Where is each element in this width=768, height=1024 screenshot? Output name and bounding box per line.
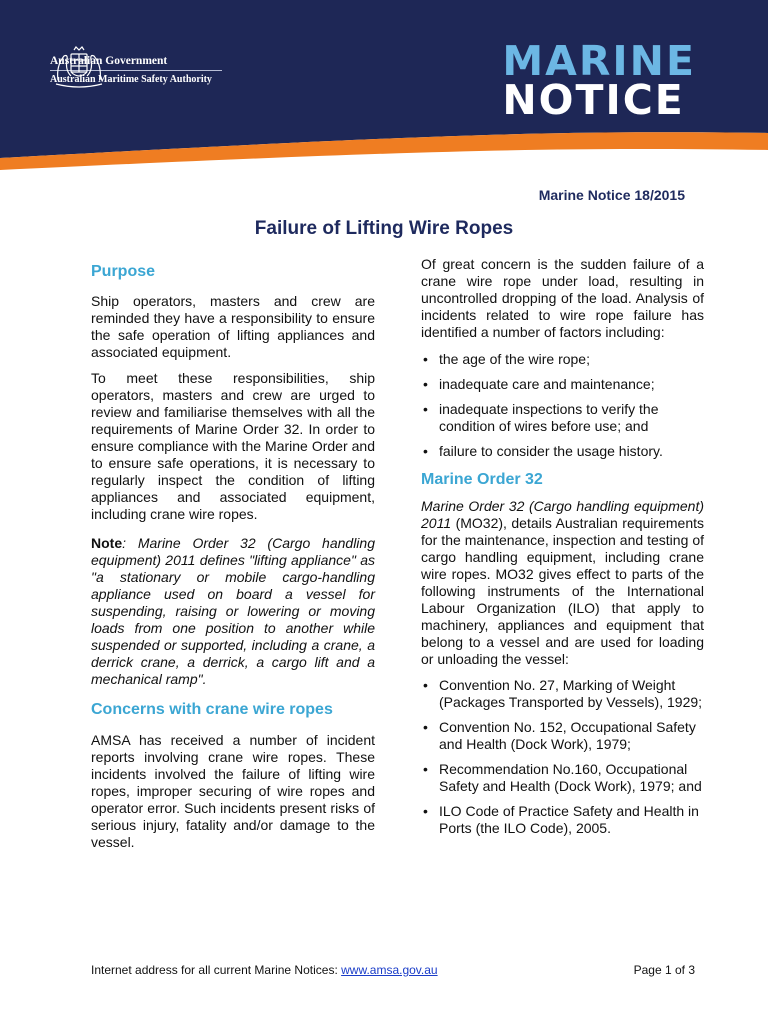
page-number: Page 1 of 3 <box>633 963 695 977</box>
failure-intro-paragraph: Of great concern is the sudden failure of a crane wire rope under load, resulting in uncontrolled dropping of the load. Analysis of incidents related to wire rope failure has identified a number of factors including: <box>421 256 704 340</box>
left-column <box>91 262 375 851</box>
marine-order-32-paragraph <box>421 498 704 668</box>
note-paragraph <box>91 535 375 688</box>
concerns-paragraph: AMSA has received a number of incident reports involving crane wire ropes. These incidents involved the failure of lifting wire ropes, improper securing of wire ropes and operator error. Such incidents present risks of serious injury, fatality and/or damage to the vessel. <box>91 732 375 850</box>
list-item: • Recommendation No.160, Occupational Safety and Health (Dock Work), 1979; and <box>421 761 704 795</box>
notice-number: Marine Notice 18/2015 <box>538 187 685 203</box>
agency-name: Australian Maritime Safety Authority <box>50 74 212 85</box>
amsa-website-link[interactable]: www.amsa.gov.au <box>341 963 438 977</box>
purpose-paragraph-2: To meet these responsibilities, ship operators, masters and crew are urged to review and familiarise themselves with all the requirements of Marine Order 32. In order to ensure compliance with the Marine Order and to ensure safe operations, it is necessary to regularly inspect the condition of lifting appliances and associated equipment, including crane wire ropes. <box>91 370 375 522</box>
note-text: : Marine Order 32 (Cargo handling equipment) 2011 defines "lifting appliance" as "a stationary or mobile cargo-handling appliance used on board a vessel for suspending, raising or lowering or moving loads from one position to another while suspended or supported, including a crane, a derrick crane, a derrick, a cargo lift and a mechanical ramp". <box>91 535 375 687</box>
instruments-list <box>421 677 704 837</box>
purpose-paragraph-1: Ship operators, masters and crew are reminded they have a responsibility to ensure the safe operation of lifting appliances and associated equipment. <box>91 293 375 360</box>
marine-order-32-heading: Marine Order 32 <box>421 471 543 488</box>
page-title: Failure of Lifting Wire Ropes <box>254 218 514 239</box>
list-item: • inadequate inspections to verify the condition of wires before use; and <box>421 401 704 435</box>
government-name: Australian Government <box>50 55 168 67</box>
marine-order-32-citation: Marine Order 32 (Cargo handling equipment) 2011 <box>421 498 704 531</box>
header-banner <box>0 0 768 170</box>
footer-text: Internet address for all current Marine Notices: <box>91 963 342 977</box>
right-column <box>421 256 704 837</box>
purpose-heading: Purpose <box>91 263 156 280</box>
government-logo <box>50 44 222 86</box>
list-item: • the age of the wire rope; <box>421 351 704 368</box>
coat-of-arms-icon <box>50 44 108 90</box>
list-item: • ILO Code of Practice Safety and Health in Ports (the ILO Code), 2005. <box>421 803 704 837</box>
list-item: • Convention No. 27, Marking of Weight (Packages Transported by Vessels), 1929; <box>421 677 704 711</box>
page-footer <box>91 963 695 977</box>
list-item: • failure to consider the usage history. <box>421 443 704 460</box>
list-item: • Convention No. 152, Occupational Safety and Health (Dock Work), 1979; <box>421 719 704 753</box>
factors-list <box>421 351 704 460</box>
marine-notice-wordmark <box>502 37 696 124</box>
wordmark-marine: MARINE <box>502 37 696 85</box>
concerns-heading: Concerns with crane wire ropes <box>91 701 333 718</box>
marine-order-32-text: (MO32), details Australian requirements for the maintenance, inspection and testing of cargo handling equipment, including crane wire ropes. MO32 gives effect to parts of the following instruments of the International Labour Organization (ILO) that apply to machinery, appliances and equipment that belong to a vessel and are used for loading or unloading the vessel: <box>421 515 704 667</box>
note-label: Note <box>91 535 123 551</box>
wordmark-notice: NOTICE <box>502 76 685 124</box>
list-item: • inadequate care and maintenance; <box>421 376 704 393</box>
